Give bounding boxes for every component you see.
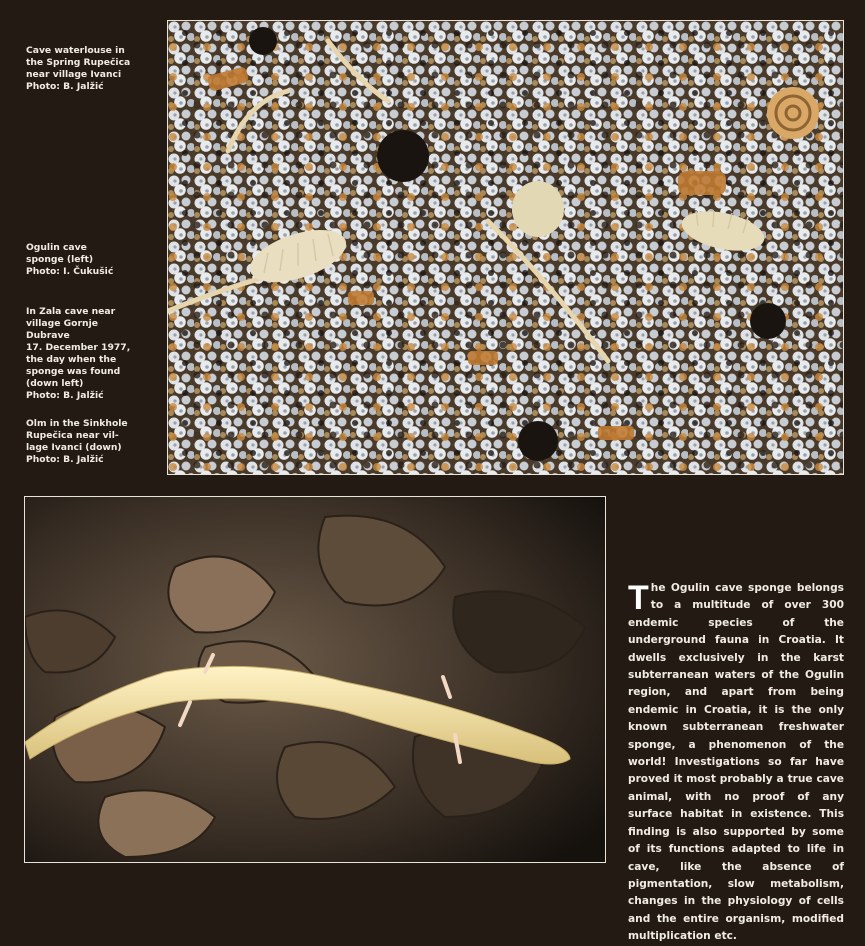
olm-photo [24,496,606,863]
article-text [628,580,844,946]
caption-sponge: Ogulin cave sponge (left) Photo: I. Čukušić [26,242,114,277]
caption-olm: Olm in the Sinkhole Rupečica near vil- lage Ivanci (down) Photo: B. Jalžić [26,418,128,465]
cave-waterlouse-photo [167,20,844,475]
caption-cave-waterlouse: Cave waterlouse in the Spring Rupečica near village Ivanci Photo: B. Jalžić [26,45,131,92]
caption-zala-cave: In Zala cave near village Gornje Dubrave 17. December 1977, the day when the sponge was found (down left) Photo: B. Jalžić [26,306,131,401]
article-body: he Ogulin cave sponge belongs to a multitude of over 300 endemic species of the underground fauna in Croatia. It dwells exclusively in the karst subterranean waters of the Ogulin region, and apart from being endemic in Croatia, it is the only known subterranean freshwater sponge, a phenomenon of the world! Investigations so far have proved it most probably a true cave animal, with no proof of any surface habitat in existence. This finding is also supported by some of its functions adapted to life in cave, like the absence of pigmentation, slow metabolism, changes in the physiology of cells and the entire organism, modified multiplication etc. [628,582,844,943]
article-dropcap: T [628,579,649,617]
